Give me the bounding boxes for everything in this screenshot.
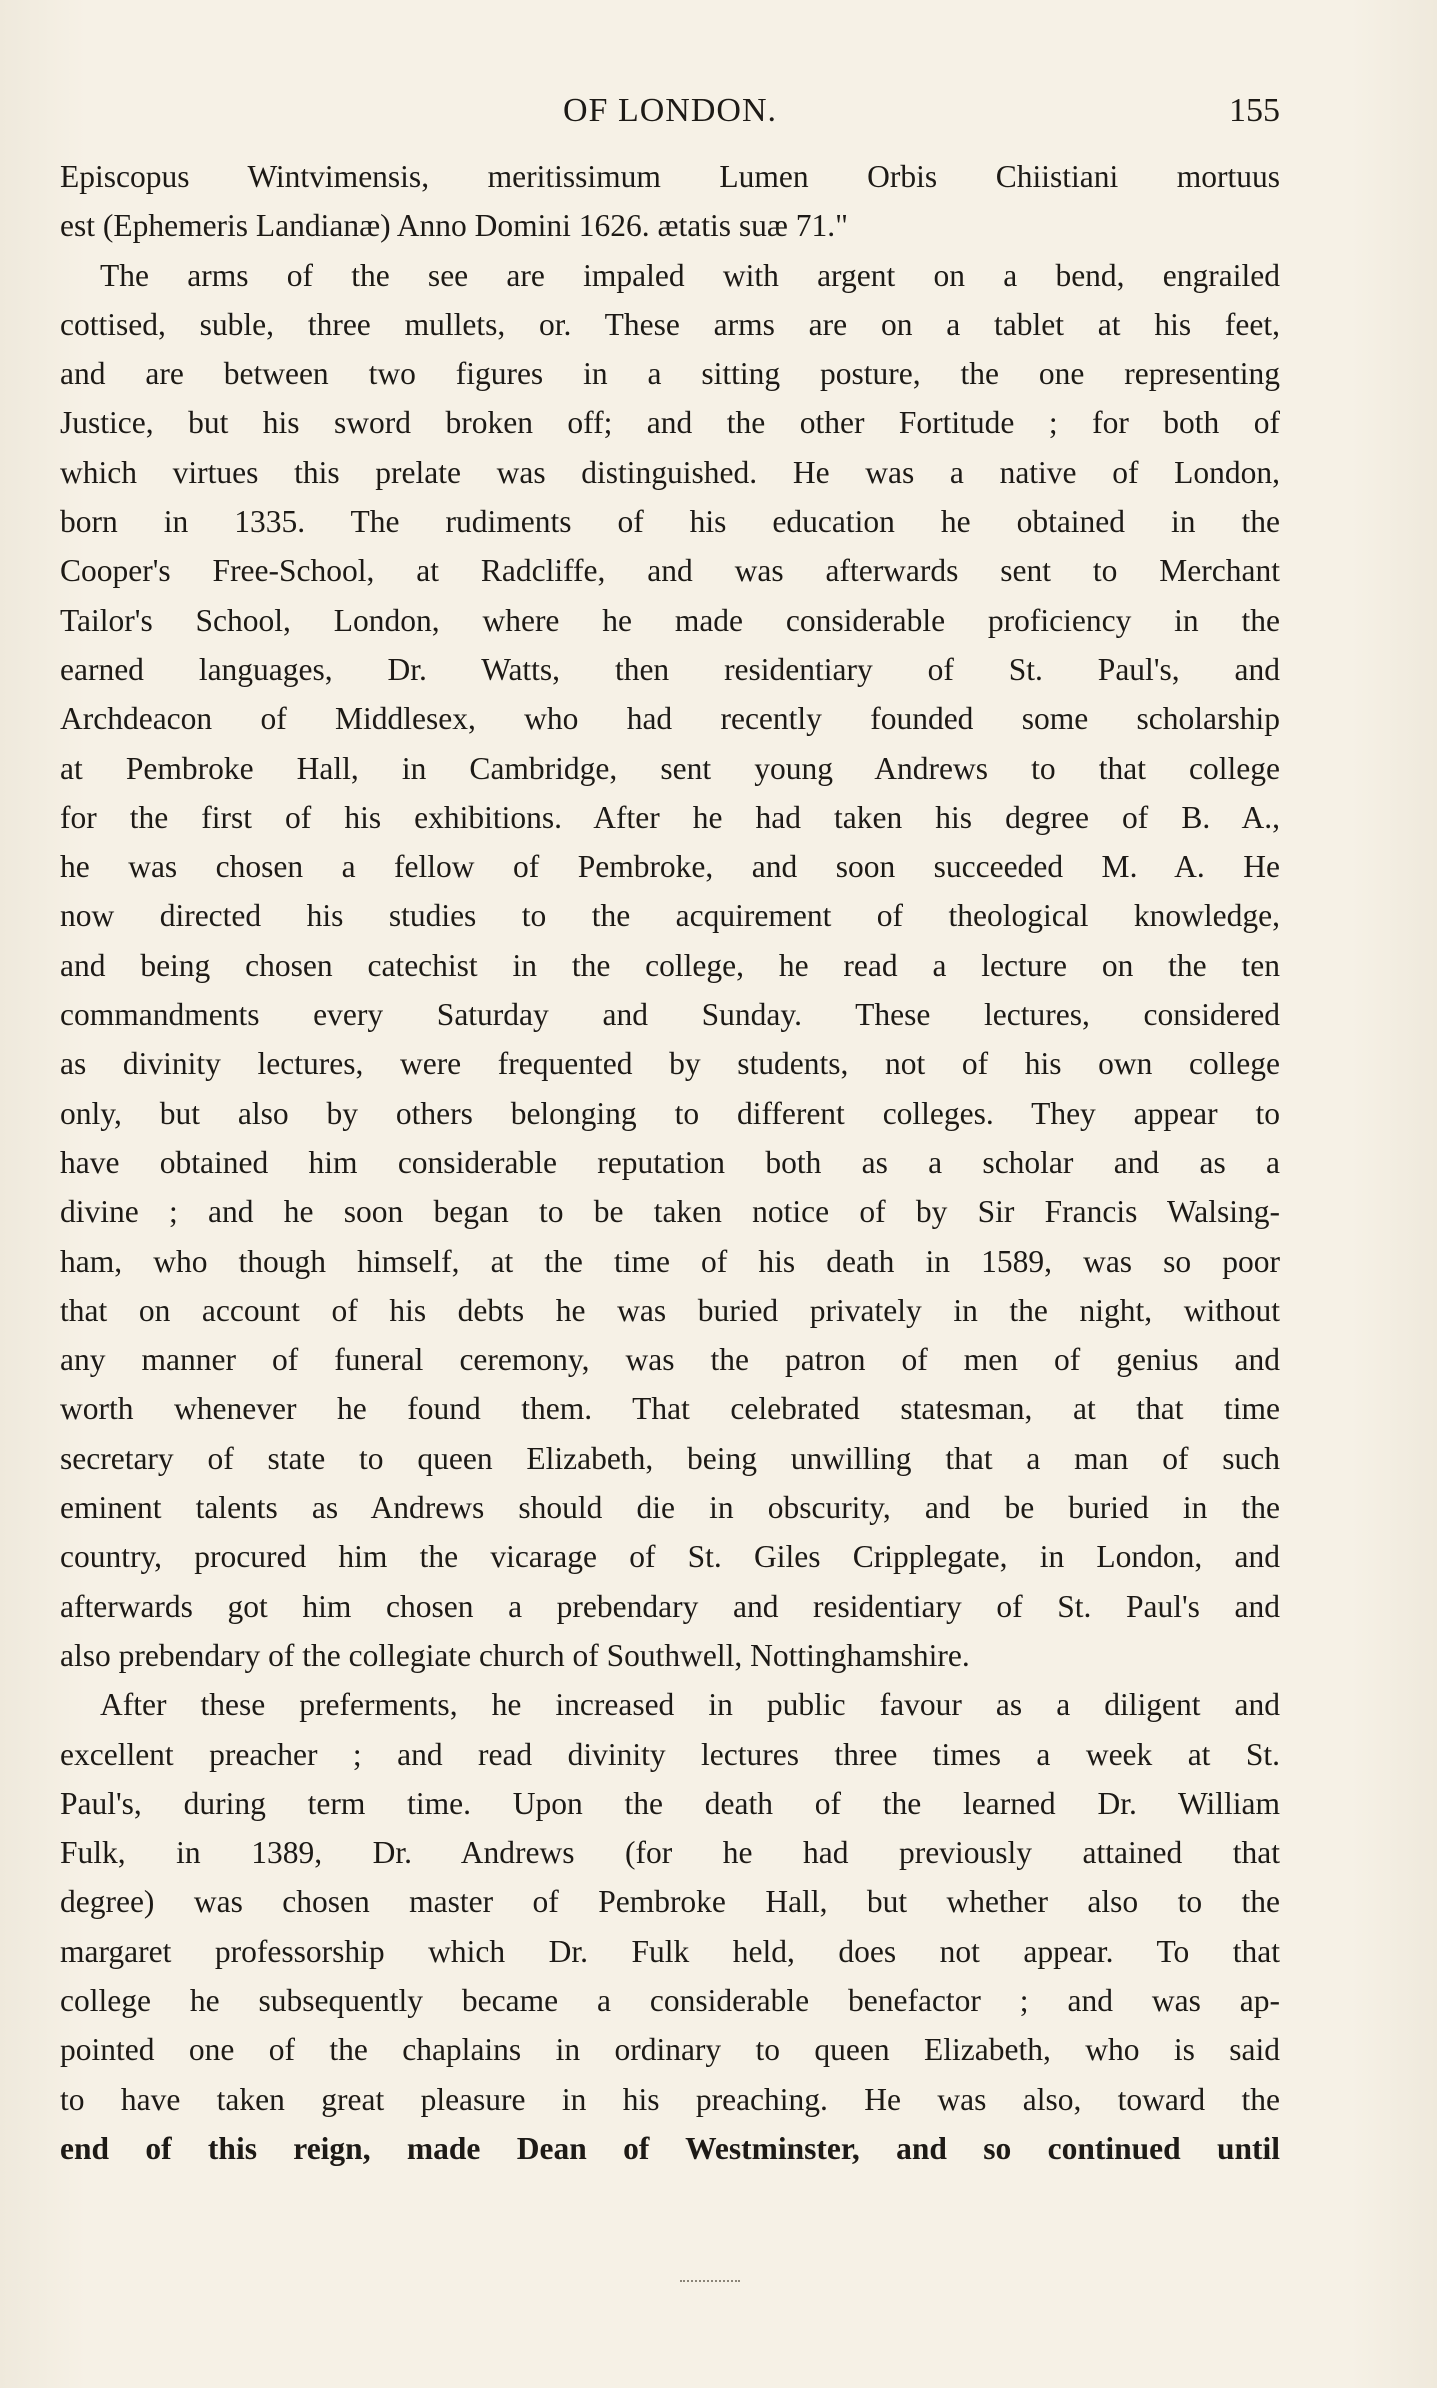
- text-line: now directed his studies to the acquirement of theological knowledge,: [60, 898, 1280, 934]
- text-line: only, but also by others belonging to different colleges. They appear to: [60, 1095, 1280, 1131]
- text-line: Paul's, during term time. Upon the death of the learned Dr. William: [60, 1785, 1280, 1821]
- text-line: degree) was chosen master of Pembroke Hall, but whether also to the: [60, 1884, 1280, 1920]
- text-line: cottised, suble, three mullets, or. These arms are on a tablet at his feet,: [60, 306, 1280, 342]
- text-line: he was chosen a fellow of Pembroke, and soon succeeded M. A. He: [60, 849, 1280, 885]
- text-line: for the first of his exhibitions. After he had taken his degree of B. A.,: [60, 799, 1280, 835]
- text-line: pointed one of the chaplains in ordinary to queen Elizabeth, who is said: [60, 2032, 1280, 2068]
- text-line: The arms of the see are impaled with argent on a bend, engrailed: [100, 257, 1280, 293]
- text-line: After these preferments, he increased in public favour as a diligent and: [100, 1687, 1280, 1723]
- text-line: Justice, but his sword broken off; and the other Fortitude ; for both of: [60, 405, 1280, 441]
- text-line: divine ; and he soon began to be taken notice of by Sir Francis Walsing-: [60, 1194, 1280, 1230]
- text-line: to have taken great pleasure in his preaching. He was also, toward the: [60, 2081, 1280, 2117]
- text-line: also prebendary of the collegiate church of Southwell, Nottinghamshire.: [60, 1637, 970, 1673]
- page-number: 155: [1229, 92, 1280, 129]
- text-line: and being chosen catechist in the college, he read a lecture on the ten: [60, 947, 1280, 983]
- text-line: and are between two figures in a sitting posture, the one representing: [60, 356, 1280, 392]
- text-line: est (Ephemeris Landianæ) Anno Domini 1626. ætatis suæ 71.": [60, 208, 849, 244]
- text-line: excellent preacher ; and read divinity lectures three times a week at St.: [60, 1736, 1280, 1772]
- running-title: OF LONDON.: [563, 92, 777, 129]
- text-line: Archdeacon of Middlesex, who had recently founded some scholarship: [60, 701, 1280, 737]
- text-line: Cooper's Free-School, at Radcliffe, and was afterwards sent to Merchant: [60, 553, 1280, 589]
- text-line: secretary of state to queen Elizabeth, being unwilling that a man of such: [60, 1440, 1280, 1476]
- text-line: college he subsequently became a considerable benefactor ; and was ap-: [60, 1982, 1280, 2018]
- text-line: Fulk, in 1389, Dr. Andrews (for he had previously attained that: [60, 1835, 1280, 1871]
- text-line: born in 1335. The rudiments of his education he obtained in the: [60, 504, 1280, 540]
- text-line: that on account of his debts he was buried privately in the night, without: [60, 1292, 1280, 1328]
- text-line: which virtues this prelate was distinguished. He was a native of London,: [60, 454, 1280, 490]
- text-line: at Pembroke Hall, in Cambridge, sent young Andrews to that college: [60, 750, 1280, 786]
- page-header: [60, 88, 1280, 136]
- text-line: have obtained him considerable reputation both as a scholar and as a: [60, 1144, 1280, 1180]
- text-line: worth whenever he found them. That celebrated statesman, at that time: [60, 1391, 1280, 1427]
- text-line: ham, who though himself, at the time of his death in 1589, was so poor: [60, 1243, 1280, 1279]
- text-line: country, procured him the vicarage of St. Giles Cripplegate, in London, and: [60, 1539, 1280, 1575]
- text-line: afterwards got him chosen a prebendary and residentiary of St. Paul's and: [60, 1588, 1280, 1624]
- text-line: any manner of funeral ceremony, was the patron of men of genius and: [60, 1342, 1280, 1378]
- signature-mark: [680, 2280, 740, 2284]
- text-line: as divinity lectures, were frequented by students, not of his own college: [60, 1046, 1280, 1082]
- text-line: Tailor's School, London, where he made considerable proficiency in the: [60, 602, 1280, 638]
- text-line: Episcopus Wintvimensis, meritissimum Lumen Orbis Chiistiani mortuus: [60, 159, 1280, 194]
- text-line: eminent talents as Andrews should die in obscurity, and be buried in the: [60, 1490, 1280, 1526]
- text-line: commandments every Saturday and Sunday. These lectures, considered: [60, 997, 1280, 1033]
- body-text: [60, 152, 1280, 2173]
- text-line: margaret professorship which Dr. Fulk held, does not appear. To that: [60, 1933, 1280, 1969]
- text-line: earned languages, Dr. Watts, then residentiary of St. Paul's, and: [60, 651, 1280, 687]
- text-line: end of this reign, made Dean of Westminster, and so continued until: [60, 2130, 1280, 2166]
